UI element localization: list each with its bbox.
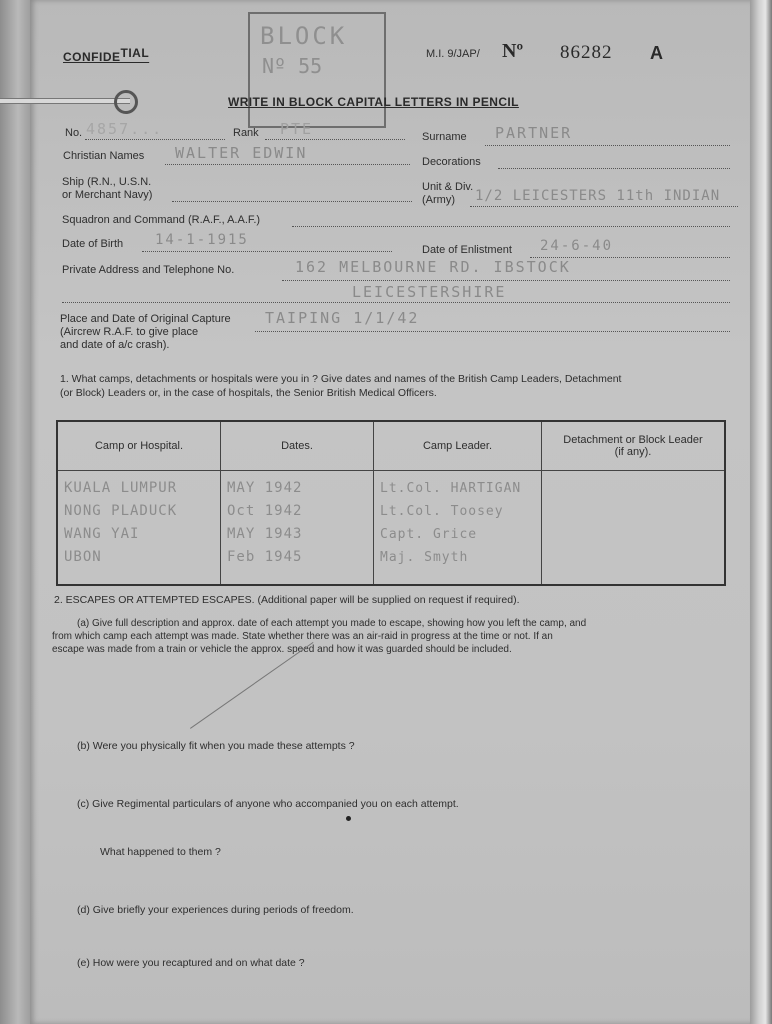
date-cell: MAY 1942 (227, 480, 303, 496)
question-2c: (c) Give Regimental particulars of anyone who accompanied you on each attempt. (77, 798, 459, 810)
question-2d: (d) Give briefly your experiences during periods of freedom. (77, 904, 354, 916)
header-detachment-leader: Detachment or Block Leader (if any). (542, 421, 726, 471)
leader-cell: Maj. Smyth (380, 550, 469, 565)
camps-table-header (57, 421, 725, 471)
leader-cell: Lt.Col. Toosey (380, 504, 504, 519)
ship-label-line2: or Merchant Navy) (62, 189, 153, 201)
capture-label-line2: (Aircrew R.A.F. to give place (60, 326, 199, 338)
no-label: No. (65, 127, 83, 139)
form-series: A (650, 43, 663, 63)
number-symbol: Nº (502, 40, 524, 62)
header-dates: Dates. (221, 421, 374, 471)
dob-value: 14-1-1915 (155, 232, 249, 248)
form-number: 86282 (560, 42, 613, 63)
table-row (57, 471, 725, 586)
dob-label: Date of Birth (62, 238, 124, 250)
header-camp-leader: Camp Leader. (374, 421, 542, 471)
unit-value: 1/2 LEICESTERS 11th INDIAN (475, 188, 721, 204)
unit-label-line2: (Army) (422, 194, 455, 206)
camp-cell: NONG PLADUCK (64, 503, 178, 519)
camps-table (56, 420, 726, 586)
rank-value: PTE (280, 120, 314, 138)
question-2b: (b) Were you physically fit when you made these attempts ? (77, 740, 355, 752)
confidential-label: CONFIDETIAL (63, 46, 150, 64)
leader-cell: Lt.Col. HARTIGAN (380, 481, 522, 496)
enlistment-value: 24-6-40 (540, 238, 614, 254)
rank-label: Rank (233, 127, 259, 139)
leader-column (374, 471, 542, 586)
christian-names-value: WALTER EDWIN (175, 144, 308, 162)
folder-right-edge (750, 0, 772, 1024)
christian-names-label: Christian Names (63, 150, 145, 162)
address-label: Private Address and Telephone No. (62, 264, 235, 276)
header-camp: Camp or Hospital. (57, 421, 221, 471)
question-2c-follow: What happened to them ? (100, 846, 221, 858)
detachment-column (542, 471, 726, 586)
capture-label-line1: Place and Date of Original Capture (60, 313, 231, 325)
camp-cell: KUALA LUMPUR (64, 480, 178, 496)
surname-label: Surname (422, 131, 467, 143)
date-cell: MAY 1943 (227, 526, 303, 542)
address-value-line2: LEICESTERSHIRE (352, 283, 507, 301)
address-value-line1: 162 MELBOURNE RD. IBSTOCK (295, 258, 571, 276)
squadron-label: Squadron and Command (R.A.F., A.A.F.) (62, 214, 261, 226)
question-2a-line3: escape was made from a train or vehicle the approx. speed and how it was guarded should be included. (52, 644, 512, 655)
date-cell: Oct 1942 (227, 503, 303, 519)
question-2a-line2: from which camp each attempt was made. State whether there was an air-raid in progress at the time or not. If an (52, 631, 553, 642)
dates-column (221, 471, 374, 586)
treasury-tag-ring (114, 90, 138, 114)
leader-cell: Capt. Grice (380, 527, 478, 542)
capture-value: TAIPING 1/1/42 (265, 309, 420, 327)
ink-dot (346, 816, 351, 821)
enlistment-label: Date of Enlistment (422, 244, 512, 256)
treasury-tag-string (0, 98, 130, 104)
block-stamp: BLOCK Nº 55 (248, 12, 386, 128)
date-cell: Feb 1945 (227, 549, 303, 565)
question-2a-line1: (a) Give full description and approx. date of each attempt you made to escape, showing how you left the camp, and (77, 618, 587, 629)
question-1-line2: (or Block) Leaders or, in the case of hospitals, the Senior British Medical Officers. (60, 387, 437, 399)
no-value: 4857... (86, 120, 164, 138)
capture-label-line3: and date of a/c crash). (60, 339, 170, 351)
instruction-heading: WRITE IN BLOCK CAPITAL LETTERS IN PENCIL (228, 95, 519, 109)
surname-value: PARTNER (495, 124, 573, 142)
camp-cell: WANG YAI (64, 526, 140, 542)
camp-column (57, 471, 221, 586)
reference-code: M.I. 9/JAP/ (426, 48, 480, 60)
question-2e: (e) How were you recaptured and on what date ? (77, 957, 305, 969)
ship-label-line1: Ship (R.N., U.S.N. (62, 176, 152, 188)
question-2-title: 2. ESCAPES OR ATTEMPTED ESCAPES. (Additional paper will be supplied on request if required). (54, 594, 520, 606)
form-page (30, 0, 752, 1024)
camp-cell: UBON (64, 549, 102, 565)
decorations-label: Decorations (422, 156, 481, 168)
unit-label-line1: Unit & Div. (422, 181, 474, 193)
question-1-line1: 1. What camps, detachments or hospitals were you in ? Give dates and names of the British Camp Leaders, Detachment (60, 373, 622, 385)
